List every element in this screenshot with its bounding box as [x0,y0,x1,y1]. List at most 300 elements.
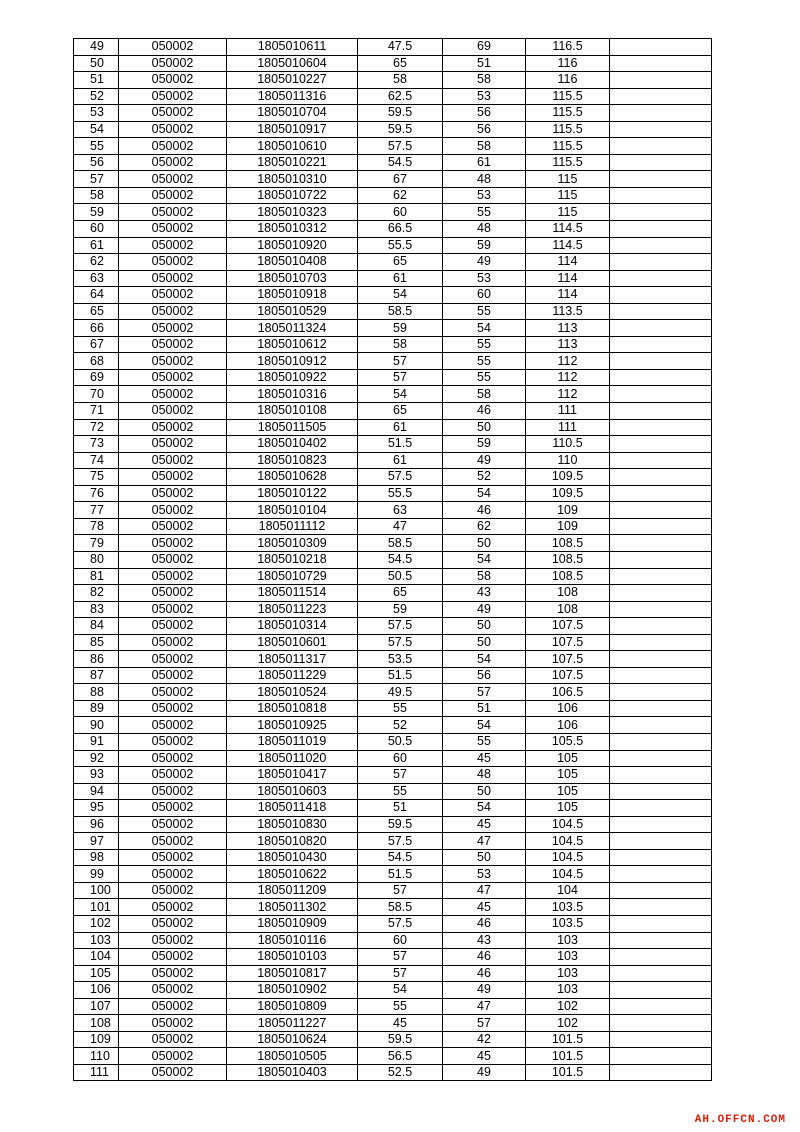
table-cell: 87 [74,667,119,684]
table-cell: 102 [526,998,610,1015]
table-cell: 050002 [119,469,227,486]
table-cell: 66 [74,320,119,337]
table-cell: 050002 [119,535,227,552]
table-cell: 50 [443,535,526,552]
table-cell: 050002 [119,1031,227,1048]
table-cell: 050002 [119,353,227,370]
table-cell: 1805010529 [227,303,358,320]
table-cell: 115.5 [526,154,610,171]
table-cell: 050002 [119,882,227,899]
table-cell: 050002 [119,982,227,999]
table-cell: 1805010703 [227,270,358,287]
table-cell [610,899,712,916]
table-cell: 57 [358,767,443,784]
table-cell: 54 [443,651,526,668]
table-cell: 116 [526,55,610,72]
table-cell: 58 [74,187,119,204]
table-cell: 050002 [119,154,227,171]
table-row [74,551,712,568]
table-row [74,618,712,635]
table-cell: 1805010917 [227,121,358,138]
table-cell: 58.5 [358,899,443,916]
table-row [74,320,712,337]
table-row [74,138,712,155]
table-cell: 103 [526,949,610,966]
table-cell: 110 [526,452,610,469]
table-cell: 57.5 [358,915,443,932]
table-cell: 107 [74,998,119,1015]
table-cell: 50.5 [358,733,443,750]
table-cell: 61 [358,419,443,436]
table-cell: 050002 [119,403,227,420]
table-cell: 1805010622 [227,866,358,883]
table-cell: 65 [358,403,443,420]
table-cell: 57 [358,369,443,386]
table-cell: 71 [74,403,119,420]
table-cell: 45 [443,1048,526,1065]
table-cell: 55 [358,998,443,1015]
table-cell: 050002 [119,684,227,701]
table-cell: 105 [526,783,610,800]
table-row [74,221,712,238]
table-cell: 050002 [119,369,227,386]
table-cell: 1805010628 [227,469,358,486]
table-cell: 1805010505 [227,1048,358,1065]
table-cell: 113 [526,320,610,337]
table-cell: 104 [74,949,119,966]
table-cell [610,535,712,552]
table-cell [610,204,712,221]
table-cell: 57 [358,949,443,966]
table-row [74,270,712,287]
table-cell: 57 [358,882,443,899]
table-row [74,469,712,486]
table-cell: 52 [74,88,119,105]
table-cell: 106 [526,700,610,717]
table-cell: 050002 [119,419,227,436]
table-cell: 76 [74,485,119,502]
table-cell: 101.5 [526,1064,610,1081]
table-cell [610,965,712,982]
table-cell [610,485,712,502]
table-cell: 050002 [119,204,227,221]
table-cell: 95 [74,800,119,817]
table-cell [610,287,712,304]
table-cell: 43 [443,932,526,949]
table-cell: 61 [74,237,119,254]
table-cell [610,452,712,469]
table-cell: 67 [358,171,443,188]
table-cell: 53 [443,866,526,883]
table-cell: 58 [358,336,443,353]
table-cell: 54 [74,121,119,138]
table-cell: 104 [526,882,610,899]
table-cell: 56.5 [358,1048,443,1065]
table-cell: 050002 [119,816,227,833]
table-cell: 107.5 [526,667,610,684]
table-row [74,535,712,552]
table-cell [610,568,712,585]
table-row [74,403,712,420]
table-cell [610,551,712,568]
table-cell: 113.5 [526,303,610,320]
table-cell: 97 [74,833,119,850]
table-cell: 57 [74,171,119,188]
table-cell: 61 [358,452,443,469]
table-cell: 1805010909 [227,915,358,932]
table-cell: 46 [443,403,526,420]
table-cell: 57 [358,965,443,982]
table-row [74,204,712,221]
table-cell [610,55,712,72]
table-cell: 1805010316 [227,386,358,403]
table-cell: 1805010704 [227,105,358,122]
table-cell: 112 [526,386,610,403]
table-cell: 78 [74,518,119,535]
table-cell: 103.5 [526,915,610,932]
table-cell: 113 [526,336,610,353]
table-cell: 99 [74,866,119,883]
table-row [74,254,712,271]
table-cell: 104.5 [526,833,610,850]
table-cell: 1805010218 [227,551,358,568]
table-cell: 65 [358,55,443,72]
table-cell: 59.5 [358,121,443,138]
table-cell: 49 [443,452,526,469]
table-cell: 101 [74,899,119,916]
table-cell [610,849,712,866]
table-cell: 114 [526,287,610,304]
table-cell: 050002 [119,733,227,750]
table-row [74,932,712,949]
table-cell: 57.5 [358,833,443,850]
table-cell: 109 [526,502,610,519]
table-cell [610,105,712,122]
table-cell: 101.5 [526,1048,610,1065]
table-cell: 1805010323 [227,204,358,221]
table-cell [610,915,712,932]
table-cell: 1805010604 [227,55,358,72]
table-cell [610,585,712,602]
table-cell [610,684,712,701]
table-cell: 109.5 [526,469,610,486]
table-cell: 050002 [119,1048,227,1065]
table-cell: 107.5 [526,634,610,651]
table-cell: 050002 [119,915,227,932]
table-cell: 103 [526,932,610,949]
table-cell: 60 [358,750,443,767]
table-cell [610,187,712,204]
table-cell: 54 [443,485,526,502]
table-cell: 1805011317 [227,651,358,668]
table-cell: 54 [358,982,443,999]
table-row [74,1064,712,1081]
table-cell: 050002 [119,767,227,784]
table-cell: 83 [74,601,119,618]
table-cell: 62.5 [358,88,443,105]
table-cell: 55 [443,353,526,370]
table-cell: 105 [74,965,119,982]
table-cell: 54.5 [358,849,443,866]
table-row [74,171,712,188]
table-cell: 69 [74,369,119,386]
table-cell: 45 [443,816,526,833]
table-cell: 45 [358,1015,443,1032]
table-row [74,866,712,883]
table-cell [610,1064,712,1081]
table-cell: 96 [74,816,119,833]
table-cell: 110.5 [526,436,610,453]
table-cell: 74 [74,452,119,469]
table-cell: 59.5 [358,1031,443,1048]
table-cell: 1805010103 [227,949,358,966]
table-cell: 050002 [119,601,227,618]
table-cell [610,982,712,999]
table-row [74,601,712,618]
table-cell: 73 [74,436,119,453]
table-cell: 050002 [119,336,227,353]
table-cell: 90 [74,717,119,734]
table-cell: 050002 [119,717,227,734]
table-row [74,700,712,717]
table-cell: 1805010402 [227,436,358,453]
table-row [74,369,712,386]
table-cell: 57 [358,353,443,370]
table-cell [610,833,712,850]
table-cell: 111 [526,403,610,420]
table-row [74,733,712,750]
table-cell: 75 [74,469,119,486]
table-cell: 1805010403 [227,1064,358,1081]
table-cell [610,700,712,717]
table-cell: 115 [526,171,610,188]
table-row [74,72,712,89]
table-cell [610,336,712,353]
table-cell: 58 [443,138,526,155]
table-cell: 50 [443,783,526,800]
table-cell: 52.5 [358,1064,443,1081]
table-cell: 55 [443,733,526,750]
table-cell: 1805011316 [227,88,358,105]
table-cell: 58.5 [358,535,443,552]
table-cell: 050002 [119,72,227,89]
table-cell: 47.5 [358,39,443,56]
table-cell: 1805010417 [227,767,358,784]
table-cell: 105.5 [526,733,610,750]
table-cell: 102 [74,915,119,932]
table-cell: 050002 [119,105,227,122]
table-cell: 1805010611 [227,39,358,56]
table-cell: 1805010601 [227,634,358,651]
table-cell: 050002 [119,485,227,502]
table-cell: 49 [443,1064,526,1081]
table-cell: 47 [358,518,443,535]
table-row [74,750,712,767]
table-cell: 55 [358,700,443,717]
table-cell: 50 [443,634,526,651]
table-cell: 54 [443,800,526,817]
table-cell: 112 [526,353,610,370]
table-cell: 55.5 [358,237,443,254]
table-cell: 53.5 [358,651,443,668]
table-cell: 050002 [119,651,227,668]
table-cell: 115.5 [526,138,610,155]
table-cell: 49.5 [358,684,443,701]
table-cell: 050002 [119,1064,227,1081]
table-cell: 54.5 [358,551,443,568]
table-cell: 58 [443,72,526,89]
table-cell [610,949,712,966]
table-cell: 104.5 [526,849,610,866]
table-cell: 55 [443,336,526,353]
table-row [74,88,712,105]
table-cell: 57 [443,1015,526,1032]
table-cell: 46 [443,502,526,519]
table-row [74,982,712,999]
table-cell [610,72,712,89]
table-cell: 98 [74,849,119,866]
table-cell: 57.5 [358,618,443,635]
table-body [74,39,712,1081]
table-row [74,105,712,122]
table-cell: 103.5 [526,899,610,916]
table-cell: 108 [74,1015,119,1032]
table-cell: 104.5 [526,866,610,883]
table-cell [610,88,712,105]
table-cell: 59 [358,320,443,337]
table-cell: 115.5 [526,88,610,105]
table-cell: 56 [74,154,119,171]
table-cell: 1805010524 [227,684,358,701]
table-cell: 91 [74,733,119,750]
table-cell: 79 [74,535,119,552]
table-cell: 1805010104 [227,502,358,519]
table-cell: 109 [526,518,610,535]
table-cell: 67 [74,336,119,353]
table-cell: 050002 [119,849,227,866]
table-cell: 48 [443,221,526,238]
table-cell: 50 [443,419,526,436]
table-cell: 1805010920 [227,237,358,254]
table-cell: 1805010830 [227,816,358,833]
table-cell: 050002 [119,551,227,568]
table-cell: 1805011019 [227,733,358,750]
table-cell: 55 [443,303,526,320]
table-cell: 45 [443,750,526,767]
table-cell [610,469,712,486]
table-cell [610,270,712,287]
table-cell: 1805010612 [227,336,358,353]
table-cell: 55 [443,204,526,221]
table-cell: 1805011229 [227,667,358,684]
table-row [74,899,712,916]
table-cell: 112 [526,369,610,386]
table-row [74,1015,712,1032]
table-cell: 050002 [119,1015,227,1032]
table-cell: 64 [74,287,119,304]
table-cell: 89 [74,700,119,717]
table-cell: 1805011209 [227,882,358,899]
table-row [74,667,712,684]
table-cell: 1805011227 [227,1015,358,1032]
table-cell: 63 [358,502,443,519]
table-cell: 56 [443,121,526,138]
table-cell: 108 [526,601,610,618]
table-cell [610,882,712,899]
table-cell: 1805010309 [227,535,358,552]
table-cell: 050002 [119,121,227,138]
table-cell: 70 [74,386,119,403]
table-cell [610,717,712,734]
table-cell: 050002 [119,750,227,767]
table-cell [610,800,712,817]
table-row [74,121,712,138]
table-cell [610,386,712,403]
table-cell: 1805010922 [227,369,358,386]
table-cell: 55 [443,369,526,386]
table-cell: 050002 [119,303,227,320]
table-cell: 65 [358,585,443,602]
table-cell: 93 [74,767,119,784]
table-cell: 51.5 [358,436,443,453]
table-cell: 110 [74,1048,119,1065]
table-cell [610,667,712,684]
table-cell: 108.5 [526,551,610,568]
table-cell: 1805010221 [227,154,358,171]
table-cell: 050002 [119,452,227,469]
table-cell: 49 [74,39,119,56]
table-row [74,998,712,1015]
table-row [74,336,712,353]
table-cell: 54 [358,287,443,304]
table-cell [610,618,712,635]
table-cell: 69 [443,39,526,56]
table-cell: 050002 [119,585,227,602]
table-cell: 1805011324 [227,320,358,337]
table-cell: 1805010108 [227,403,358,420]
table-row [74,717,712,734]
table-cell [610,1015,712,1032]
table-cell: 1805010809 [227,998,358,1015]
table-cell: 53 [443,270,526,287]
table-cell [610,403,712,420]
table-row [74,485,712,502]
table-cell [610,767,712,784]
table-cell: 51.5 [358,866,443,883]
table-cell: 107.5 [526,651,610,668]
table-row [74,237,712,254]
table-cell [610,601,712,618]
table-cell: 1805010820 [227,833,358,850]
table-cell: 050002 [119,88,227,105]
table-cell: 050002 [119,436,227,453]
table-cell: 116 [526,72,610,89]
table-cell: 102 [526,1015,610,1032]
table-cell: 050002 [119,518,227,535]
table-cell: 050002 [119,502,227,519]
table-cell: 57.5 [358,634,443,651]
table-row [74,816,712,833]
table-row [74,651,712,668]
table-cell: 1805011020 [227,750,358,767]
table-cell: 1805011112 [227,518,358,535]
table-cell [610,932,712,949]
table-cell: 107.5 [526,618,610,635]
table-row [74,187,712,204]
table-cell: 94 [74,783,119,800]
table-cell: 49 [443,601,526,618]
table-cell: 050002 [119,568,227,585]
